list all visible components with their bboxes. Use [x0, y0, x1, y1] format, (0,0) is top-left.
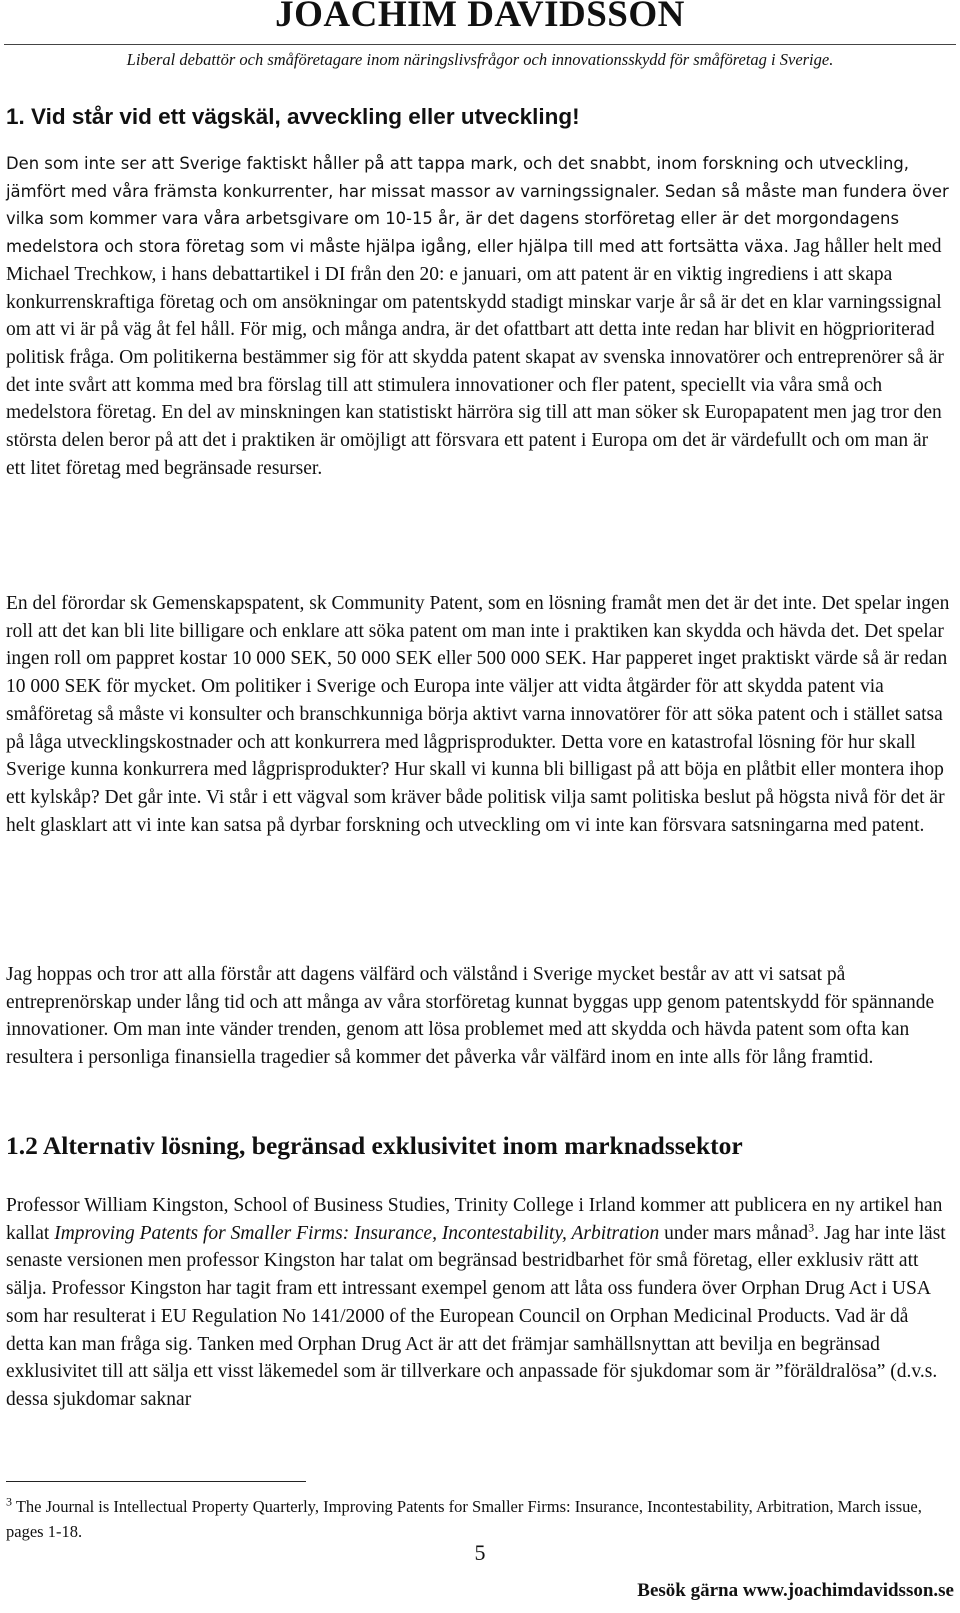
paragraph-4-rest: . Jag har inte läst senaste versionen men professor Kingston har talat om begränsad bestridbarhet för små företag, eller exklusiv rätt att sälja. Professor Kingston har tagit fram ett intressant exempel genom att låta oss fundera över Orphan Drug Act i USA som har resulterat i EU Regulation No 141/2000 of the European Council on Orphan Medicinal Products. Vad är då detta kan man fråga sig. Tanken med Orphan Drug Act är att det främjar samhällsnyttan att bevilja en begränsad exklusivitet till att sälja ett visst läkemedel som är tillverkare och anpassade för sjukdomar som är ”föräldralösa” (d.v.s. dessa sjukdomar saknar — [6, 1222, 946, 1410]
footer-website[interactable]: Besök gärna www.joachimdavidsson.se — [637, 1580, 954, 1601]
footnote — [6, 1494, 950, 1544]
header-rule — [4, 44, 956, 45]
footnote-separator — [6, 1481, 306, 1482]
footnote-text: The Journal is Intellectual Property Quarterly, Improving Patents for Smaller Firms: Insurance, Incontestability, Arbitration, March issue, pages 1-18. — [6, 1497, 922, 1541]
paragraph-4-mid: under mars månad — [659, 1222, 809, 1244]
footnote-mark: 3 — [6, 1494, 12, 1509]
paragraph-4-intro: Professor William Kingston, School of Business Studies, Trinity College i Irland kommer att publicera en ny artikel han kallat — [6, 1195, 943, 1244]
paragraph-1-part-a: Den som inte ser att Sverige faktiskt håller på att tappa mark, och det snabbt, inom forskning och utveckling, jämfört med våra främsta konkurrenter, har missat massor av varningssignaler. Sedan så måste man fundera över vilka som kommer vara våra arbetsgivare om 10-15 år, är det dagens storföretag eller är det morgondagens medelstora och stora företag som vi måste hjälpa igång, eller hjälpa till med att fortsätta växa. — [6, 154, 949, 257]
paragraph-1 — [6, 150, 950, 482]
author-tagline: Liberal debattör och småföretagare inom näringslivsfrågor och innovationsskydd för småföretag i Sverige. — [126, 50, 834, 69]
author-name: JOACHIM DAVIDSSON — [275, 0, 685, 35]
paragraph-1-part-b: Jag håller helt med Michael Trechkow, i hans debattartikel i DI från den 20: e januari, om att patent är en viktig ingrediens i att skapa konkurrenskraftiga företag och om ansökningar om patentskydd stadigt minskar varje år så är det en klar varningssignal om att vi är på väg åt fel håll. För mig, och många andra, är det ofattbart att detta inte redan har blivit en högprioriterad politisk fråga. Om politikerna bestämmer sig för att skydda patent skapat av svenska innovatörer och entreprenörer så är det inte svårt att komma med bra förslag till att stimulera innovationer och fler patent, speciellt via våra små och medelstora företag. En del av minskningen kan statistiskt härröra sig till att man söker sk Europapatent men jag tror den största delen beror på att det i praktiken är omöjligt att försvara ett patent i Europa om det är värdefullt och om man är ett litet företag med begränsade resurser. — [6, 236, 944, 479]
section-heading-2: 1.2 Alternativ lösning, begränsad exklusivitet inom marknadssektor — [6, 1131, 743, 1160]
paragraph-3: Jag hoppas och tror att alla förstår att dagens välfärd och välstånd i Sverige mycket består av att vi satsat på entreprenörskap under lång tid och att många av våra storföretag kunnat byggas upp genom patentskydd för spännande innovationer. Om man inte vänder trenden, genom att lösa problemet med att skydda och hävda patent som ofta kan resultera i personliga finansiella tragedier så kommer det påverka vår välfärd inom en inte alls för lång framtid. — [6, 964, 935, 1069]
article-title: Improving Patents for Smaller Firms: Insurance, Incontestability, Arbitration — [54, 1222, 660, 1244]
footnote-reference[interactable]: 3 — [808, 1220, 815, 1235]
paragraph-4 — [6, 1192, 950, 1414]
page-number: 5 — [474, 1540, 486, 1565]
section-heading-1: 1. Vid står vid ett vägskäl, avveckling eller utveckling! — [6, 104, 580, 129]
paragraph-2: En del förordar sk Gemenskapspatent, sk Community Patent, som en lösning framåt men det är det inte. Det spelar ingen roll att det kan bli lite billigare och enklare att söka patent om man inte i praktiken kan skydda och hävda det. Det spelar ingen roll om pappret kostar 10 000 SEK, 50 000 SEK eller 500 000 SEK. Har papperet inget praktiskt värde så är redan 10 000 SEK för mycket. Om politiker i Sverige och Europa inte väljer att vidta åtgärder för att skydda patent via småföretag så måste vi konsulter och branschkunniga börja aktivt varna innovatörer för att söka patent och i stället satsa på låga utvecklingskostnader och att konkurrera med lågprisprodukter. Detta vore en katastrofal lösning för hur skall Sverige kunna konkurrera med lågprisprodukter? Hur skall vi kunna bli billigast på att böja en plåtbit eller montera ihop ett kylskåp? Det går inte. Vi står i ett vägval som kräver både politisk vilja samt politiska beslut på högsta nivå för det är helt glasklart att vi inte kan satsa på dyrbar forskning och utveckling om vi inte kan försvara satsningarna med patent. — [6, 593, 950, 836]
